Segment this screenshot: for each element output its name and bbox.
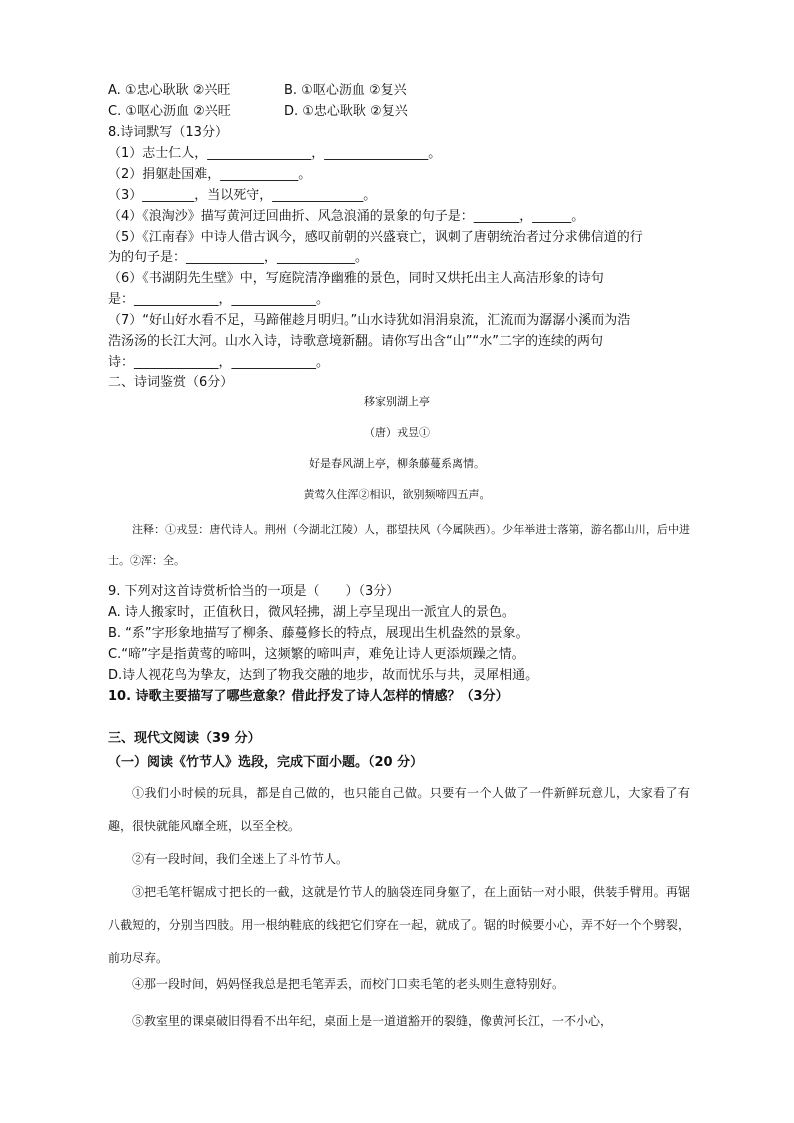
option-c: C. ①呕心沥血 ②兴旺 [108,104,231,119]
passage-p4: ④那一段时间，妈妈怪我总是把毛笔弄丢，而校门口卖毛笔的老头则生意特别好。 [132,977,565,991]
q9-option-a: A. 诗人搬家时，正值秋日，微风轻拂，湖上亭呈现出一派宜人的景色。 [108,605,515,620]
passage-p1: ①我们小时候的玩具，都是自己做的，也只能自己做。只要有一个人做了一件新鲜玩意儿，大家看了有趣，很快就能风靡全班，以至全校。 [108,786,690,833]
q9-option-d: D.诗人视花鸟为挚友，达到了物我交融的地步，故而忧乐与共，灵犀相通。 [108,668,539,683]
q8-line-6a: （6）《书湖阴先生壁》中，写庭院清净幽雅的景色，同时又烘托出主人高洁形象的诗句 [108,271,604,286]
poem-line-1: 好是春风湖上亭，柳条藤蔓系离情。 [309,457,485,470]
q8-line-7a: （7）“好山好水看不足，马蹄催趁月明归。”山水诗犹如涓涓泉流，汇流而为潺潺小溪而为浩 [108,313,631,328]
poem-author: （唐）戎昱① [364,426,430,439]
q10: 10. 诗歌主要描写了哪些意象？借此抒发了诗人怎样的情感？（3分） [108,689,509,704]
q8-line-4: （4）《浪淘沙》描写黄河迂回曲折、风急浪涌的景象的句子是：_______，______。 [108,209,585,224]
section-3-sub: （一）阅读《竹节人》选段，完成下面小题。（20 分） [108,755,424,770]
passage-p3: ③把毛笔杆锯成寸把长的一截，这就是竹节人的脑袋连同身躯了，在上面钻一对小眼，供装手臂用。再锯八截短的，分别当四肢。用一根纳鞋底的线把它们穿在一起，就成了。锯的时候要小心，弄不好一个个劈裂，前功尽弃。 [108,885,690,965]
q8-line-5a: （5）《江南春》中诗人借古讽今，感叹前朝的兴盛衰亡，讽刺了唐朝统治者过分求佛信道的行 [108,230,643,245]
q8-line-5b: 为的句子是：____________，____________。 [108,250,369,265]
q8-title: 8.诗词默写（13分） [108,125,228,140]
q9-option-c: C.“啼”字是指黄莺的啼叫，这频繁的啼叫声，难免让诗人更添烦躁之情。 [108,647,525,662]
passage-p5: ⑤教室里的课桌破旧得看不出年纪，桌面上是一道道豁开的裂缝，像黄河长江，一不小心， [132,1014,613,1028]
q8-line-6b: 是：_____________，_____________。 [108,292,330,307]
q9-option-b: B. “系”字形象地描写了柳条、藤蔓修长的特点，展现出生机盎然的景象。 [108,626,529,641]
option-d: D. ①忠心耿耿 ②复兴 [284,104,408,119]
q8-line-1: （1）志士仁人，________________，________________。 [108,146,442,161]
q8-line-7c: 诗：_____________，_____________。 [108,355,330,370]
q8-line-7b: 浩汤汤的长江大河。山水入诗，诗歌意境新翻。请你写出含“山”“水”二字的连续的两句 [108,334,603,349]
section-2-title: 二、诗词鉴赏（6分） [108,375,234,390]
option-b: B. ①呕心沥血 ②复兴 [284,83,407,98]
q9-stem: 9. 下列对这首诗赏析恰当的一项是（ ）（3分） [108,584,400,599]
q8-line-2: （2）捐躯赴国难，____________。 [108,167,312,182]
poem-note: 注释：①戎昱：唐代诗人。荆州（今湖北江陵）人，郡望扶风（今属陕西）。少年举进士落第，游名都山川，后中进士。②浑：全。 [108,523,690,567]
poem-line-2: 黄莺久住浑②相识，欲别频啼四五声。 [303,488,491,501]
passage-p2: ②有一段时间，我们全迷上了斗竹节人。 [132,852,349,866]
section-3-title: 三、现代文阅读（39 分） [108,731,261,746]
option-a: A. ①忠心耿耿 ②兴旺 [108,83,231,98]
poem-title: 移家别湖上亭 [364,395,430,408]
q8-line-3: （3）________，当以死守，______________。 [108,188,377,203]
